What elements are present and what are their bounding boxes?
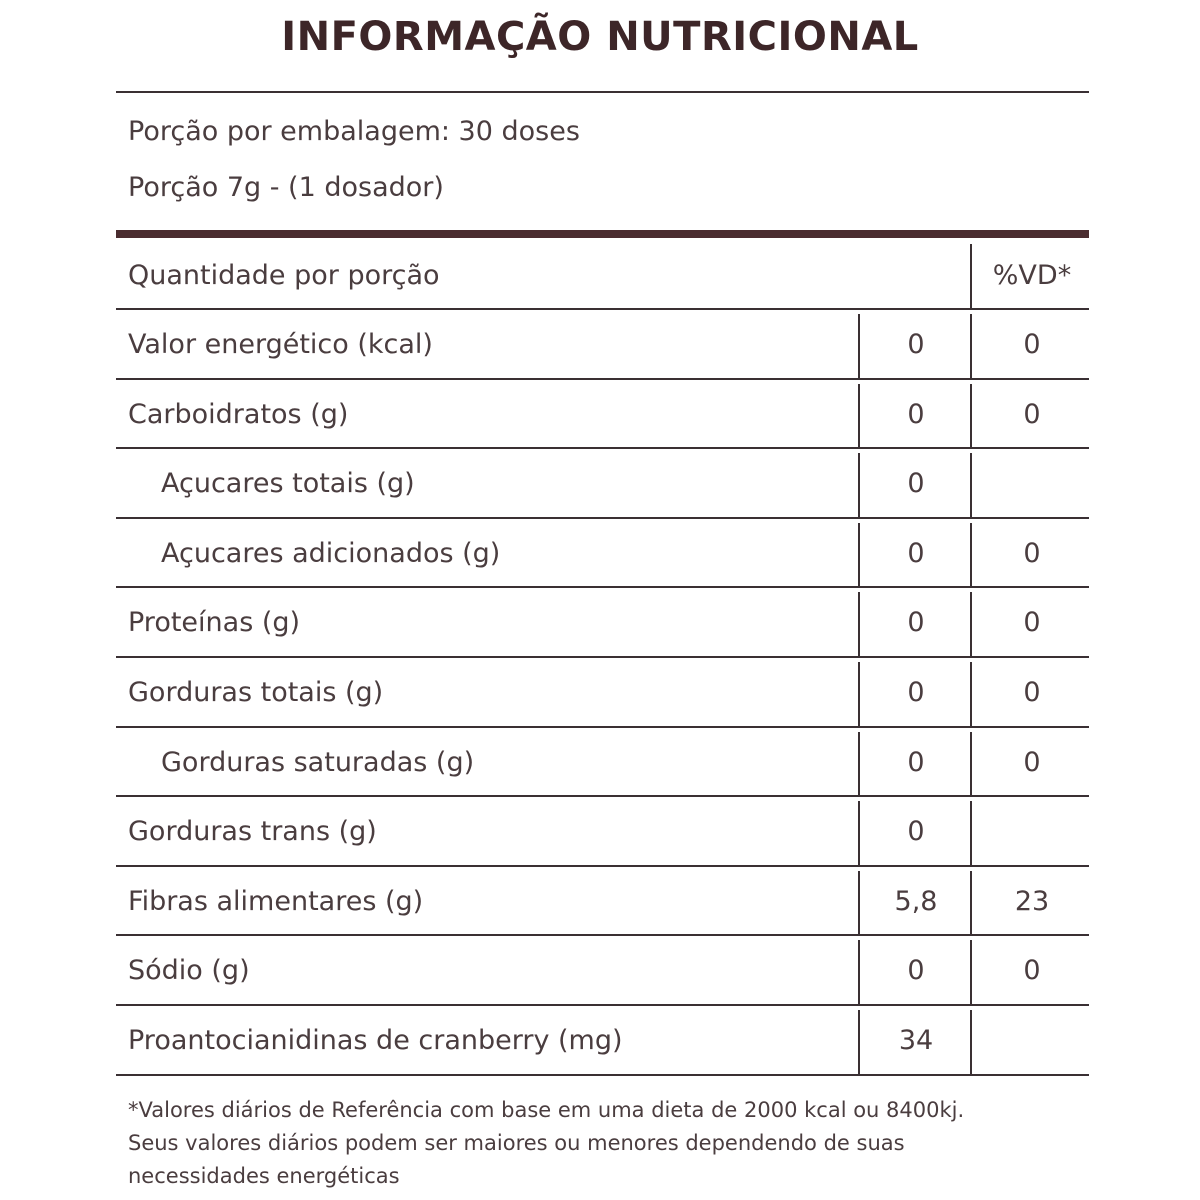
- portion-per-package: Porção por embalagem: 30 doses: [128, 116, 580, 147]
- row-quantity: 0: [907, 955, 925, 986]
- vd-column-divider: [970, 384, 972, 448]
- quantity-column-divider: [858, 940, 860, 1004]
- row-quantity: 34: [898, 1025, 934, 1056]
- row-label: Proteínas (g): [128, 607, 301, 638]
- row-label: Gorduras saturadas (g): [161, 747, 475, 778]
- footnote: [128, 1094, 1128, 1193]
- table-row: [0, 728, 1200, 798]
- row-quantity: 0: [907, 329, 925, 360]
- row-label: Proantocianidinas de cranberry (mg): [128, 1025, 623, 1056]
- vd-column-divider: [970, 732, 972, 796]
- row-label: Fibras alimentares (g): [128, 886, 424, 917]
- row-vd: 0: [1023, 538, 1041, 569]
- quantity-column-divider: [858, 801, 860, 865]
- row-vd: [976, 1006, 1088, 1076]
- vd-column-divider: [970, 314, 972, 378]
- row-quantity: 0: [907, 399, 925, 430]
- header-quantity-label: Quantidade por porção: [128, 260, 440, 291]
- quantity-column-divider: [858, 732, 860, 796]
- row-quantity: 0: [907, 607, 925, 638]
- table-row: [0, 588, 1200, 658]
- table-row: [0, 380, 1200, 450]
- quantity-column-divider: [858, 453, 860, 517]
- quantity-column-divider: [858, 523, 860, 587]
- table-row: [0, 519, 1200, 589]
- footnote-line-2: Seus valores diários podem ser maiores ou menores dependendo de suas: [128, 1131, 905, 1155]
- row-label: Açucares adicionados (g): [161, 538, 501, 569]
- quantity-column-divider: [858, 1010, 860, 1074]
- quantity-column-divider: [858, 662, 860, 726]
- vd-column-divider: [970, 1010, 972, 1074]
- row-vd: 23: [1014, 886, 1050, 917]
- quantity-column-divider: [858, 871, 860, 935]
- row-vd: 0: [1023, 955, 1041, 986]
- row-quantity: 5,8: [894, 886, 938, 917]
- row-divider: [116, 1074, 1089, 1076]
- vd-column-divider: [970, 662, 972, 726]
- portion-size: Porção 7g - (1 dosador): [128, 172, 444, 203]
- row-vd: 0: [1023, 329, 1041, 360]
- row-label: Gorduras totais (g): [128, 677, 384, 708]
- table-row: [0, 449, 1200, 519]
- footnote-line-1: *Valores diários de Referência com base em uma dieta de 2000 kcal ou 8400kj.: [128, 1098, 965, 1122]
- table-row: [0, 867, 1200, 937]
- quantity-column-divider: [858, 592, 860, 656]
- table-row: [0, 658, 1200, 728]
- row-quantity: 0: [907, 468, 925, 499]
- header-vd-label: %VD*: [992, 260, 1072, 291]
- row-vd: 0: [1023, 747, 1041, 778]
- vd-column-divider: [970, 940, 972, 1004]
- header-thick-divider: [116, 230, 1089, 238]
- vd-column-divider: [970, 453, 972, 517]
- row-quantity: 0: [907, 747, 925, 778]
- row-vd: 0: [1023, 607, 1041, 638]
- quantity-column-divider: [858, 314, 860, 378]
- row-label: Gorduras trans (g): [128, 816, 377, 847]
- quantity-column-divider: [858, 384, 860, 448]
- row-quantity: 0: [907, 677, 925, 708]
- row-label: Açucares totais (g): [161, 468, 415, 499]
- row-label: Sódio (g): [128, 955, 250, 986]
- page-title: INFORMAÇÃO NUTRICIONAL: [281, 14, 919, 60]
- header-column-divider: [970, 244, 972, 308]
- vd-column-divider: [970, 523, 972, 587]
- table-row: [0, 310, 1200, 380]
- row-label: Valor energético (kcal): [128, 329, 433, 360]
- row-vd: 0: [1023, 677, 1041, 708]
- row-vd: [976, 449, 1088, 519]
- vd-column-divider: [970, 871, 972, 935]
- table-row: [0, 797, 1200, 867]
- row-vd: [976, 797, 1088, 867]
- table-row: [0, 936, 1200, 1006]
- row-label: Carboidratos (g): [128, 399, 349, 430]
- vd-column-divider: [970, 801, 972, 865]
- row-vd: 0: [1023, 399, 1041, 430]
- footnote-line-3: necessidades energéticas: [128, 1164, 400, 1188]
- vd-column-divider: [970, 592, 972, 656]
- table-row: [0, 1006, 1200, 1076]
- title-divider: [116, 91, 1089, 93]
- row-quantity: 0: [907, 816, 925, 847]
- row-quantity: 0: [907, 538, 925, 569]
